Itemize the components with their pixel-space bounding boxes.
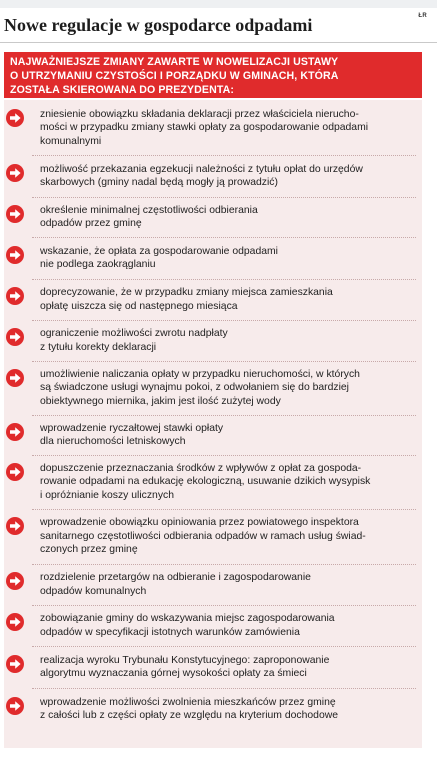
list-item-line: sanitarnego częstotliwości odbierania odpadów w ramach usług świad-: [40, 530, 366, 542]
list-item: [4, 362, 422, 414]
changes-list: [4, 100, 422, 748]
title-divider: [0, 42, 437, 43]
list-item: [4, 689, 422, 729]
list-item-line: odpadów komunalnych: [40, 585, 147, 597]
arrow-right-circle-icon: [6, 246, 24, 264]
page-title: Nowe regulacje w gospodarce odpadami: [4, 15, 313, 35]
list-item-line: wprowadzenie ryczałtowej stawki opłaty: [40, 422, 224, 434]
credit: ŁR: [418, 13, 427, 19]
list-item-line: zobowiązanie gminy do wskazywania miejsc zagospodarowania: [40, 613, 335, 624]
list-item-text: [40, 327, 414, 354]
list-item-line: odpadów w specyfikacji istotnych warunków zamówienia: [40, 626, 300, 638]
list-item-text: [40, 516, 414, 557]
list-item-text: [40, 422, 414, 449]
list-item-line: wprowadzenie możliwości zwolnienia mieszkańców przez gminę: [40, 696, 336, 708]
list-item-line: realizacja wyroku Trybunału Konstytucyjnego: zaproponowanie: [40, 654, 330, 666]
banner-line-3: ZOSTAŁA SKIEROWANA DO PREZYDENTA:: [10, 84, 234, 96]
list-item-text: [40, 654, 414, 681]
arrow-right-circle-icon: [6, 613, 24, 631]
list-item-line: wskazanie, że opłata za gospodarowanie odpadami: [40, 245, 278, 257]
arrow-right-circle-icon: [6, 697, 24, 715]
list-item-text: [40, 108, 414, 149]
list-item-text: [40, 571, 414, 598]
list-item: [4, 416, 422, 454]
top-strip: [0, 0, 437, 8]
arrow-right-circle-icon: [6, 328, 24, 346]
list-item-line: określenie minimalnej częstotliwości odbierania: [40, 204, 258, 216]
arrow-right-circle-icon: [6, 572, 24, 590]
list-item-line: dla nieruchomości letniskowych: [40, 436, 186, 447]
list-item-line: dopuszczenie przeznaczania środków z wpływów z opłat za gospoda-: [40, 462, 362, 474]
list-item-line: możliwość przekazania egzekucji należności z tytułu opłat do urzędów: [40, 163, 363, 175]
list-item-line: opłatę uiszcza się od następnego miesiąca: [40, 300, 238, 312]
list-item: [4, 156, 422, 196]
arrow-right-circle-icon: [6, 109, 24, 127]
list-item-text: [40, 696, 414, 723]
intro-banner: [4, 52, 422, 98]
arrow-right-circle-icon: [6, 517, 24, 535]
list-item-text: [40, 368, 414, 409]
list-item-line: algorytmu wyznaczania górnej wysokości opłaty za śmieci: [40, 668, 307, 679]
list-item-text: [40, 462, 414, 503]
list-item: [4, 456, 422, 508]
list-item-line: czonych przez gminę: [40, 544, 138, 556]
list-item-text: [40, 286, 414, 313]
arrow-right-circle-icon: [6, 423, 24, 441]
banner-line-2: O UTRZYMANIU CZYSTOŚCI I PORZĄDKU W GMINACH, KTÓRA: [10, 70, 339, 82]
list-item-line: nie podlega zaokrąglaniu: [40, 259, 156, 270]
arrow-right-circle-icon: [6, 287, 24, 305]
list-item-line: skarbowych (gminy nadal będą mogły ją prowadzić): [40, 177, 278, 188]
list-item: [4, 510, 422, 563]
list-item: [4, 606, 422, 645]
list-item-line: zniesienie obowiązku składania deklaracji przez właściciela nierucho-: [40, 108, 359, 120]
list-item-line: są świadczone usługi wynajmu pokoi, z odwołaniem się do bardziej: [40, 382, 349, 394]
list-item-line: rowanie odpadami na edukację ekologiczną, usuwanie dzikich wysypisk: [40, 476, 371, 488]
list-item-text: [40, 245, 414, 272]
list-item-line: i opróżnianie koszy ulicznych: [40, 489, 174, 501]
arrow-right-circle-icon: [6, 164, 24, 182]
list-item: [4, 238, 422, 278]
list-item-text: [40, 204, 414, 231]
list-item-line: z tytułu korekty deklaracji: [40, 341, 157, 353]
arrow-right-circle-icon: [6, 463, 24, 481]
list-item-line: wprowadzenie obowiązku opiniowania przez powiatowego inspektora: [40, 517, 359, 529]
list-item-line: umożliwienie naliczania opłaty w przypadku nieruchomości, w których: [40, 368, 360, 380]
list-item: [4, 280, 422, 319]
list-item: [4, 102, 422, 154]
list-item-text: [40, 163, 414, 190]
list-item-line: rozdzielenie przetargów na odbieranie i zagospodarowanie: [40, 572, 311, 583]
list-item-line: obiektywnego miernika, jakim jest ilość zużytej wody: [40, 395, 281, 407]
list-item-line: ograniczenie możliwości zwrotu nadpłaty: [40, 328, 228, 339]
list-item: [4, 198, 422, 236]
arrow-right-circle-icon: [6, 655, 24, 673]
arrow-right-circle-icon: [6, 205, 24, 223]
list-item-line: komunalnymi: [40, 135, 102, 147]
list-item-line: odpadów przez gminę: [40, 218, 142, 229]
arrow-right-circle-icon: [6, 369, 24, 387]
list-item-line: mości w przypadku zmiany stawki opłaty za gospodarowanie odpadami: [40, 122, 369, 134]
banner-line-1: NAJWAŻNIEJSZE ZMIANY ZAWARTE W NOWELIZACJI USTAWY: [10, 56, 339, 68]
list-item-line: doprecyzowanie, że w przypadku zmiany miejsca zamieszkania: [40, 287, 333, 298]
list-item-line: z całości lub z części opłaty ze względu na kryterium dochodowe: [40, 710, 339, 721]
list-item: [4, 565, 422, 604]
list-item: [4, 647, 422, 687]
list-item-text: [40, 612, 414, 639]
list-item: [4, 321, 422, 360]
